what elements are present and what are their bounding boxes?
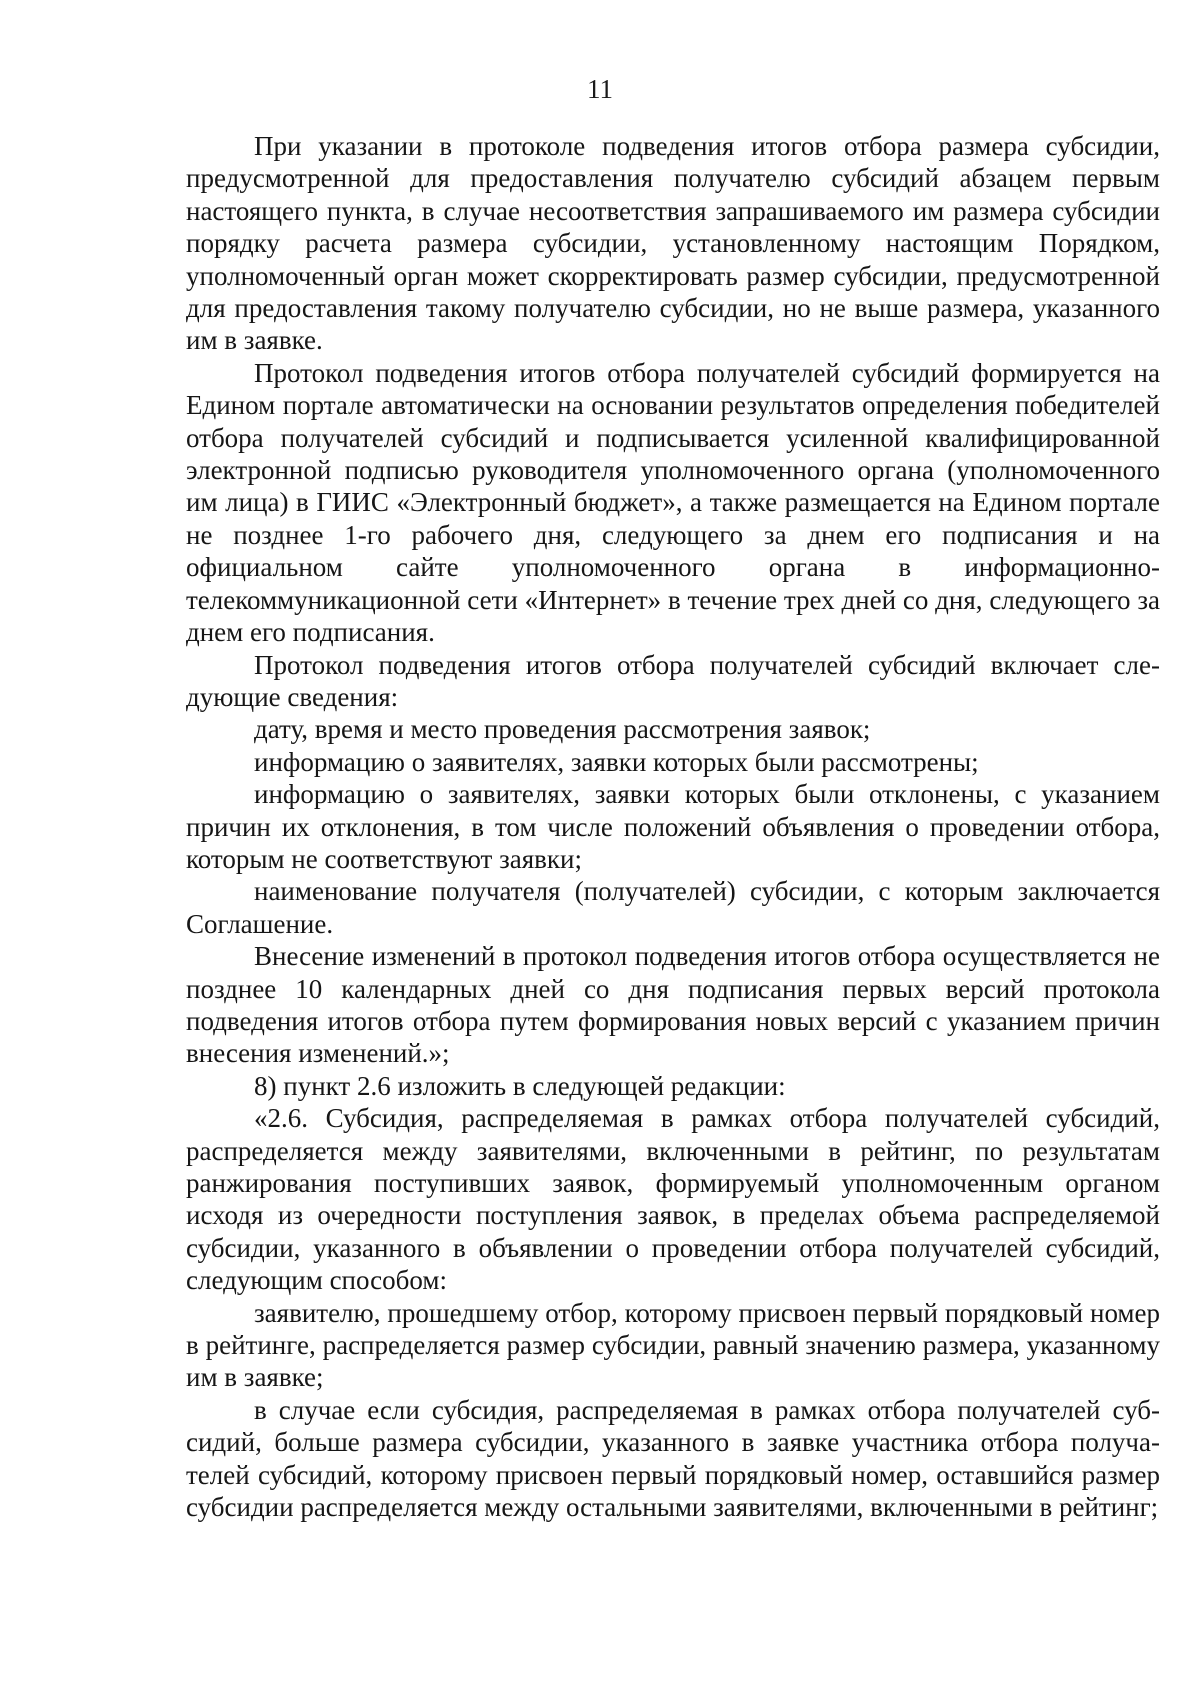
paragraph-first-rank: заявителю, прошедшему отбор, которому присвоен первый порядковый номер в рейтинге, распределяется размер субсидии, равный значению размера, указанному им в заявке; [186,1297,1160,1393]
paragraph-protocol-contents: Протокол подведения итогов отбора получателей субсидий включает следующие сведения: [186,649,1160,712]
paragraph-protocol-amendments: Внесение изменений в протокол подведения итогов отбора осуществляется не позднее 10 календарных дней со дня подписания первых версий протокола подведения итогов отбора путем формирования новых версий с указанием причин внесения изменений.»; [186,941,1160,1069]
list-item-rejected-applicants: информацию о заявителях, заявки которых были отклонены, с указанием причин их отклонения, в том числе положений объявления о проведении отбора, которым не соответствуют заявки; [186,779,1160,874]
document-body [186,130,1160,1523]
paragraph-protocol-formation: Протокол подведения итогов отбора получателей субсидий формируется на Едином портале автоматически на основании результатов определения победителей отбора получателей субсидий и подписывается усиленной квалифицированной электронной подписью руководителя уполномоченного органа (уполномоченного им лица) в ГИИС «Электронный бюджет», а также размещается на Едином портале не позднее 1-го рабочего дня, следующего за днем его подписания и на официальном сайте уполномоченного органа в информационно-телекоммуникационной сети «Интернет» в течение трех дней со дня, следующего за днем его подписания. [186,357,1160,648]
paragraph-clause-8: 8) пункт 2.6 изложить в следующей редакции: [254,1070,786,1101]
list-item-reviewed-applicants: информацию о заявителях, заявки которых были рассмотрены; [254,746,979,777]
list-item-date-time-place: дату, время и место проведения рассмотрения заявок; [254,714,871,745]
paragraph-remaining-distribution: в случае если субсидия, распределяемая в рамках отбора получателей субсидий, больше размера субсидии, указанного в заявке участника отбора получателей субсидий, которому присвоен первый порядковый номер, оставшийся размер субсидии распределяется между остальными заявителями, включенными в рейтинг; [186,1394,1160,1523]
list-item-recipient-name: наименование получателя (получателей) субсидии, с которым заключается Соглашение. [186,876,1160,939]
page-number: 11 [587,74,613,104]
paragraph-subsidy-adjustment: При указании в протоколе подведения итогов отбора размера субсидии, предусмотренной для предоставления получателю субсидий абзацем первым настоящего пункта, в случае несоответствия запрашиваемого им размера субсидии порядку расчета размера субсидии, установленному настоящим Порядком, уполномоченный орган может скорректировать размер субсидии, предусмотренной для предоставления такому получателю субсидии, но не выше размера, указанного им в заявке. [186,131,1160,356]
paragraph-clause-2-6: «2.6. Субсидия, распределяемая в рамках отбора получателей субсидий, распределяется между заявителями, включенными в рейтинг, по результатам ранжирования поступивших заявок, формируемый уполномоченным органом исходя из очередности поступления заявок, в пределах объема распределяемой субсидии, указанного в объявлении о проведении отбора получателей субсидий, следующим способом: [186,1103,1160,1296]
